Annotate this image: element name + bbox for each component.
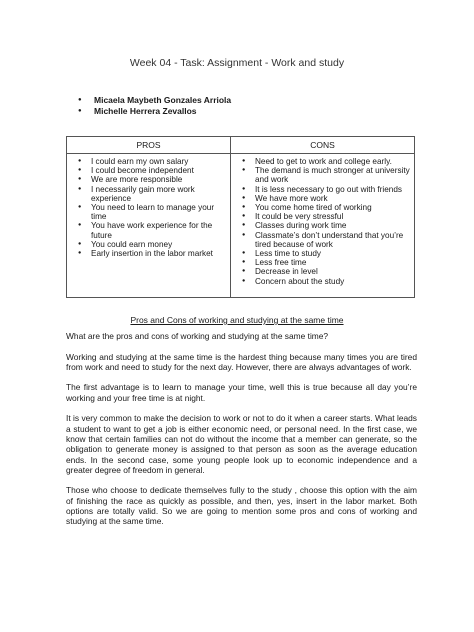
cons-item: ● Less free time [237,258,410,267]
pros-item: ● You could earn money [73,240,226,249]
cons-item: ● Decrease in level [237,267,410,276]
cons-item: ● Classes during work time [237,221,410,230]
pros-cell [67,154,231,298]
paragraph: Those who choose to dedicate themselves fully to the study , choose this option with the aim of finishing the race as quickly as possible, and then, yes, insert in the labor market. Both options are totally valid. So we are going to mention some pros and cons of working and studying at the same time. [66,485,417,527]
cons-item: ● Classmate’s don’t understand that you’re tired because of work [237,231,410,249]
paragraph: It is very common to make the decision to work or not to do it when a career starts. What leads a student to want to get a job is either economic need, or personal need. In the first case, we know that certain families can not do without the income that a member can generate, so the obligation to generate money is assigned to that person as soon as the average education ends. In the second case, some young people look up to economic independence and a greater degree of freedom in general. [66,413,417,475]
pros-item: ● You need to learn to manage your time [73,203,226,221]
paragraph: Working and studying at the same time is the hardest thing because many times you are tired from work and need to study for the next day. However, there are always advantages of work. [66,351,417,372]
cons-list [237,157,410,286]
cons-item: ● We have more work [237,194,410,203]
section-heading: Pros and Cons of working and studying at the same time [130,315,344,325]
pros-item: ● I could earn my own salary [73,157,226,166]
cons-header: CONS [231,137,415,154]
cons-item: ● Need to get to work and college early. [237,157,410,166]
author-list [78,95,231,117]
author-item: ● Michelle Herrera Zevallos [78,106,231,117]
pros-list [73,157,226,258]
cons-item: ● You come home tired of working [237,203,410,212]
pros-header: PROS [67,137,231,154]
cons-item: ● Less time to study [237,249,410,258]
paragraph: The first advantage is to learn to manage your time, well this is true because all day you’re working and your free time is at night. [66,382,417,403]
cons-item: ● It is less necessary to go out with friends [237,185,410,194]
cons-item: ● The demand is much stronger at university and work [237,166,410,184]
pros-item: ● We are more responsible [73,175,226,184]
pros-cons-table [66,136,415,298]
pros-item: ● You have work experience for the future [73,221,226,239]
body-text [66,331,417,537]
paragraph: What are the pros and cons of working and studying at the same time? [66,331,329,341]
cons-item: ● Concern about the study [237,277,410,286]
pros-item: ● I could become independent [73,166,226,175]
cons-cell [231,154,415,298]
cons-item: ● It could be very stressful [237,212,410,221]
pros-item: ● I necessarily gain more work experience [73,185,226,203]
pros-item: ● Early insertion in the labor market [73,249,226,258]
author-item: ● Micaela Maybeth Gonzales Arriola [78,95,231,106]
document-title: Week 04 - Task: Assignment - Work and study [129,57,345,69]
